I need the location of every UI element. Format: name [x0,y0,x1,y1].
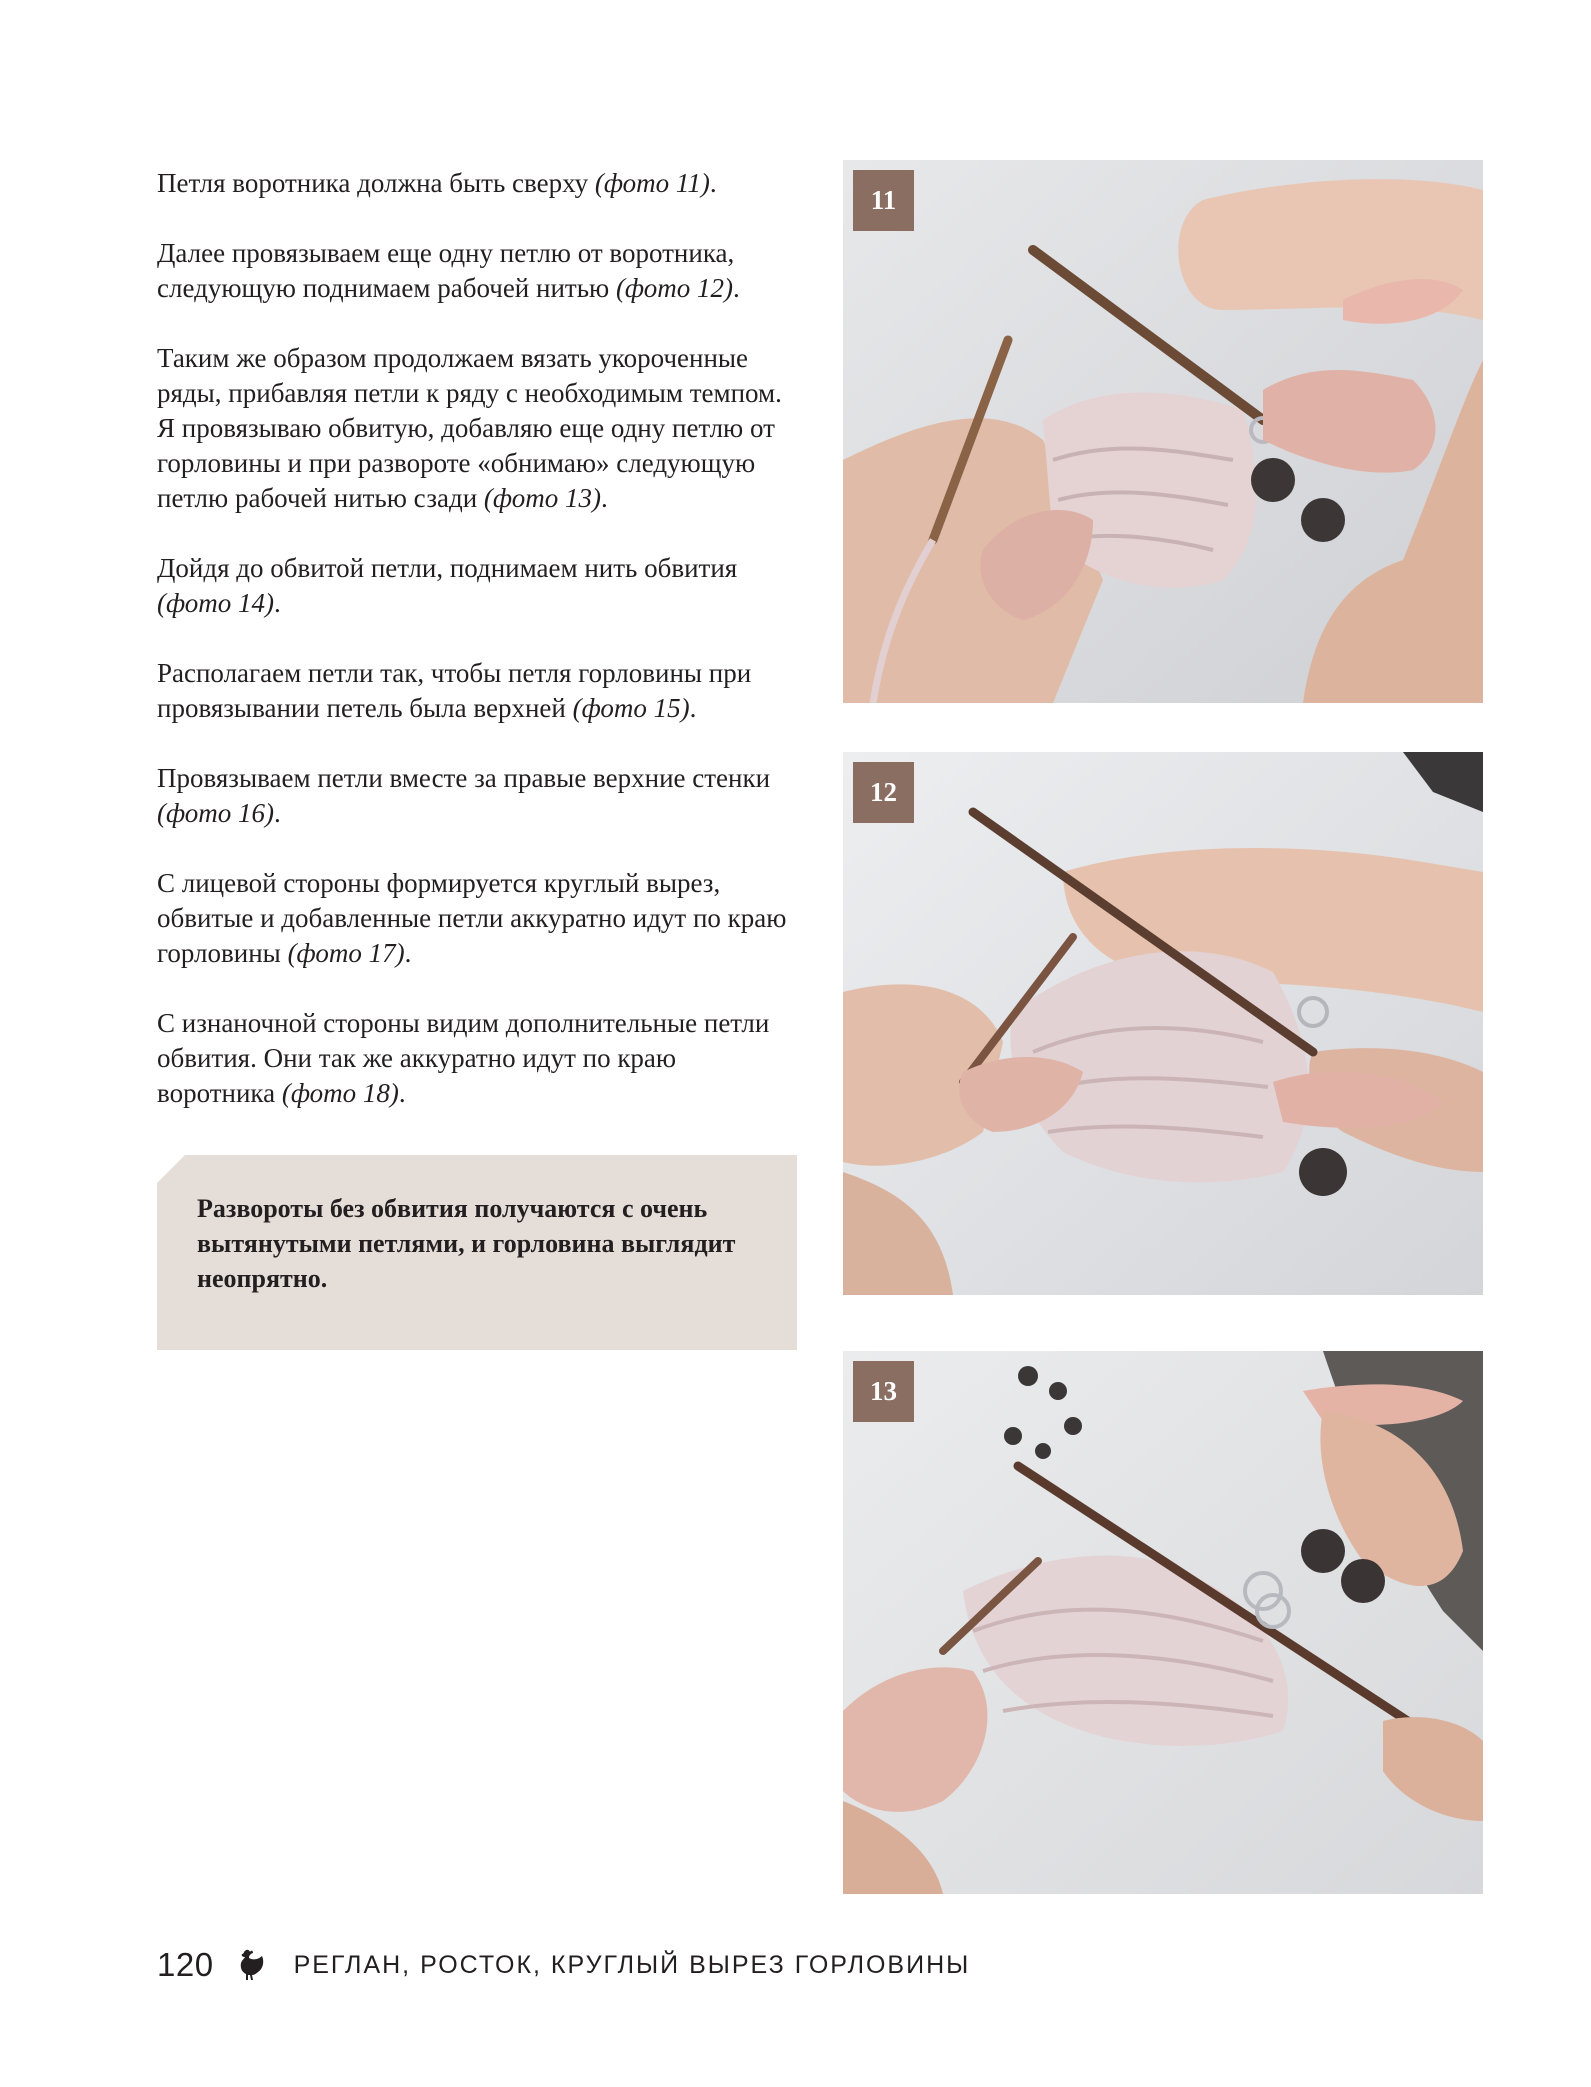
paragraph: Далее провязываем еще одну петлю от воротника, следующую поднимаем рабочей нитью (фото 12). [157,238,740,303]
knitting-photo-13 [843,1351,1483,1894]
body-text [157,166,797,1146]
tip-box [157,1155,797,1350]
photo-reference: (фото 18) [281,1078,399,1108]
photo-11 [843,160,1483,703]
paragraph: Таким же образом продолжаем вязать укороченные ряды, прибавляя петли к ряду с необходимым темпом. Я провязываю обвитую, добавляю еще одну петлю от горловины и при развороте «обнимаю» следующую петлю рабочей нитью сзади (фото 13). [157,343,782,513]
paragraph: Располагаем петли так, чтобы петля горловины при провязывании петель была верхней (фото 15). [157,658,752,723]
photo-reference: (фото 15) [572,693,690,723]
photo-number-badge: 13 [853,1361,914,1422]
photo-reference: (фото 11) [594,168,710,198]
photo-reference: (фото 14) [157,588,275,618]
page-footer [157,1940,970,1990]
chapter-title: РЕГЛАН, РОСТОК, КРУГЛЫЙ ВЫРЕЗ ГОРЛОВИНЫ [293,1950,971,1979]
photo-reference: (фото 16) [157,798,275,828]
paragraph: Петля воротника должна быть сверху (фото 11). [157,168,717,198]
tip-box-corner [157,1155,185,1183]
photo-number-badge: 12 [853,762,914,823]
paragraph: С лицевой стороны формируется круглый вырез, обвитые и добавленные петли аккуратно идут по краю горловины (фото 17). [157,868,787,968]
knitting-photo-11 [843,160,1483,703]
page-number: 120 [157,1946,214,1983]
paragraph: Провязываем петли вместе за правые верхние стенки (фото 16). [157,763,771,828]
knitting-photo-12 [843,752,1483,1295]
photo-number-badge: 11 [853,170,914,231]
tip-text: Развороты без обвития получаются с очень вытянутыми петлями, и горловина выглядит неопрятно. [197,1194,736,1293]
paragraph: С изнаночной стороны видим дополнительные петли обвития. Они так же аккуратно идут по краю воротника (фото 18). [157,1008,770,1108]
paragraph: Дойдя до обвитой петли, поднимаем нить обвития (фото 14). [157,553,738,618]
photo-reference: (фото 12) [615,273,733,303]
photo-reference: (фото 17) [287,938,405,968]
photo-12 [843,752,1483,1295]
rooster-icon [236,1948,266,1982]
photo-13 [843,1351,1483,1894]
photo-reference: (фото 13) [483,483,601,513]
